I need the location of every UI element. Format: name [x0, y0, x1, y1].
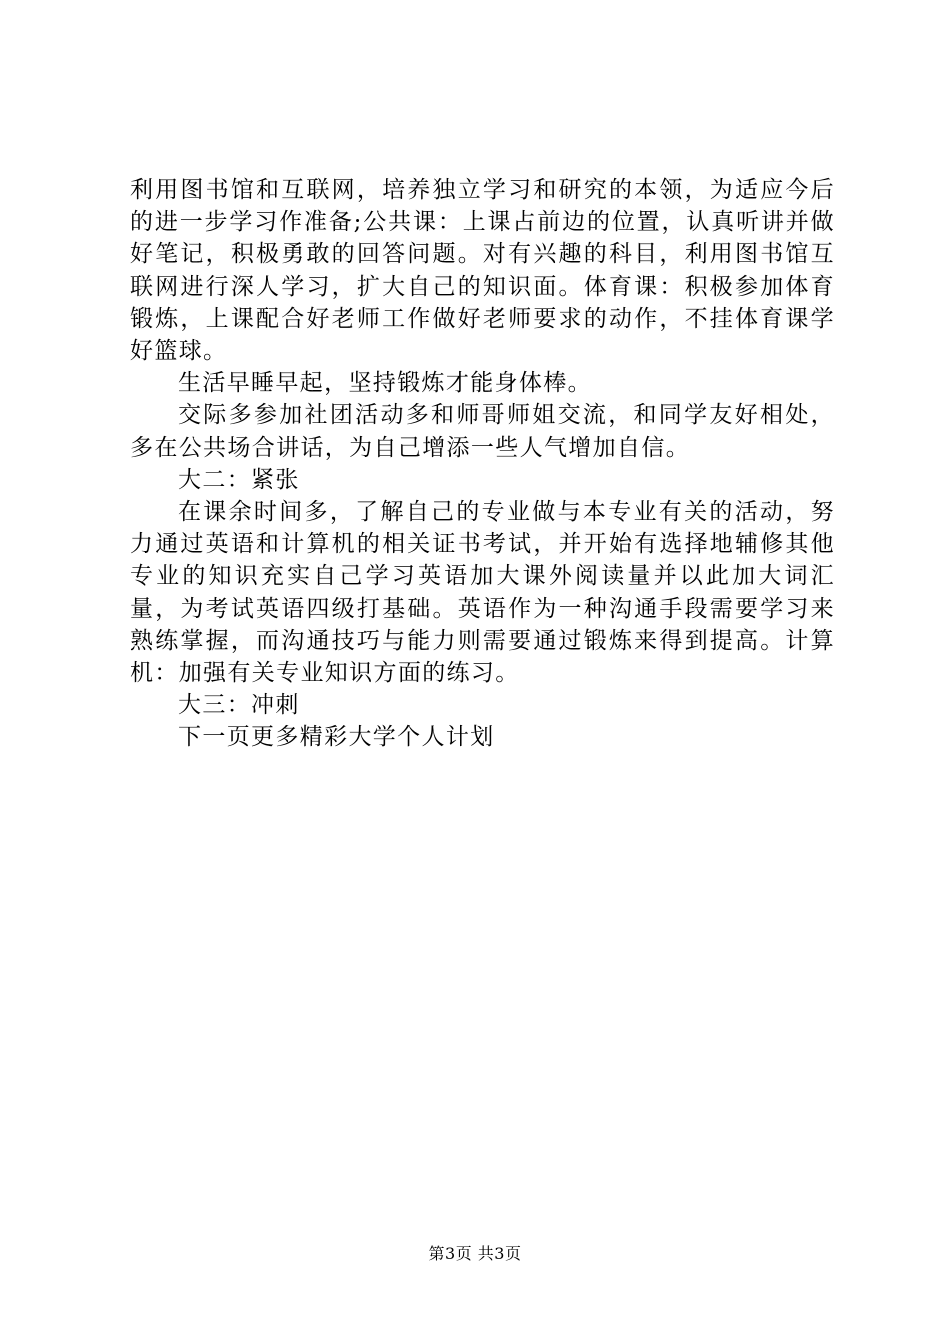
paragraph-life: 生活早睡早起，坚持锻炼才能身体棒。 [178, 370, 592, 397]
next-page-link-text: 下一页更多精彩大学个人计划 [178, 724, 495, 751]
paragraph-study-methods: 利用图书馆和互联网，培养独立学习和研究的本领，为适应今后的进一步学习作准备;公共课：上课占前边的位置，认真听讲并做好笔记，积极勇敢的回答问题。对有兴趣的科目，利用图书馆互联网进行深人学习，扩大自己的知识面。体育课：积极参加体育锻炼，上课配合好老师工作做好老师要求的动作，不挂体育课学好篮球。 [130, 177, 835, 365]
heading-sophomore: 大二：紧张 [178, 466, 300, 493]
page-number: 第3页 共3页 [428, 1244, 522, 1263]
document-body [130, 174, 835, 754]
heading-junior: 大三：冲刺 [178, 692, 300, 719]
paragraph-sophomore-plan: 在课余时间多，了解自己的专业做与本专业有关的活动，努力通过英语和计算机的相关证书考试，并开始有选择地辅修其他专业的知识充实自己学习英语加大课外阅读量并以此加大词汇量，为考试英语四级打基础。英语作为一种沟通手段需要学习来熟练掌握，而沟通技巧与能力则需要通过锻炼来得到提高。计算机：加强有关专业知识方面的练习。 [130, 499, 835, 687]
page-footer [0, 1244, 950, 1264]
paragraph-social: 交际多参加社团活动多和师哥师姐交流，和同学友好相处，多在公共场合讲话，为自己增添一些人气增加自信。 [130, 402, 835, 461]
